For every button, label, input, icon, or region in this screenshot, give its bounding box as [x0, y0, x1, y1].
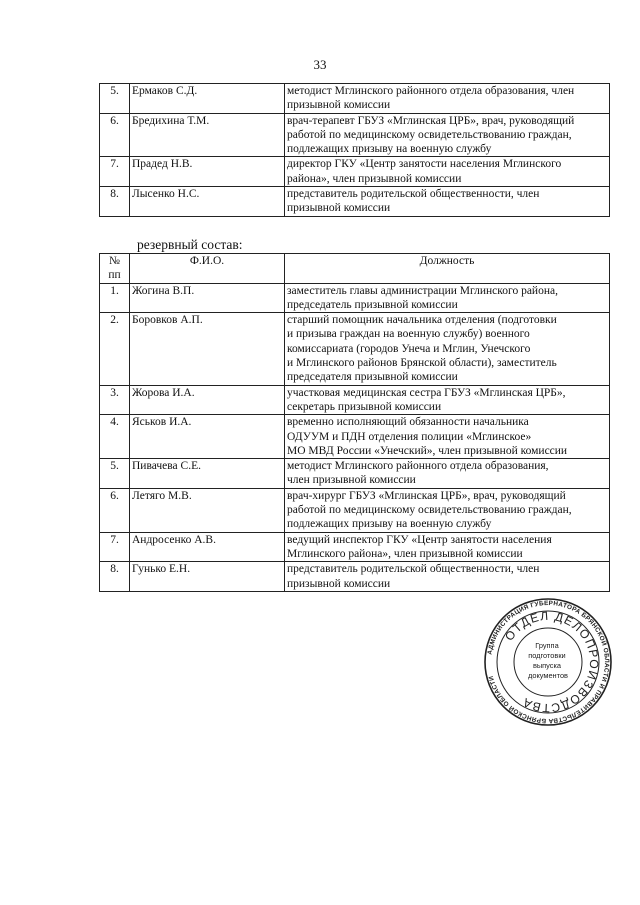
member-position — [285, 113, 610, 157]
position-line: врач-терапевт ГБУЗ «Мглинская ЦРБ», врач, руководящий — [287, 114, 575, 127]
row-number: 8. — [100, 187, 130, 217]
reserve-section-title: резервный состав: — [137, 237, 243, 252]
svg-text:Группа подготовки выпу — [528, 641, 568, 680]
position-line: работой по медицинскому освидетельствованию граждан, — [287, 128, 572, 141]
member-position — [285, 283, 610, 313]
member-position — [285, 562, 610, 592]
member-position — [285, 415, 610, 459]
position-line: Мглинского района», член призывной комиссии — [287, 547, 523, 560]
position-line: методист Мглинского районного отдела образования, член — [287, 85, 575, 97]
member-position — [285, 459, 610, 489]
member-position — [285, 157, 610, 187]
row-number: 8. — [100, 562, 130, 592]
position-line: призывной комиссии — [287, 577, 391, 590]
position-line: представитель родительской общественности, член — [287, 188, 540, 201]
reserve-table — [99, 253, 610, 592]
stamp-ring-text: ОТДЕЛ ДЕЛОПРОИЗВОДСТВА — [502, 608, 602, 716]
position-line: подлежащих призыву на военную службу — [287, 143, 492, 156]
table-row — [100, 562, 610, 592]
row-number: 1. — [100, 283, 130, 313]
member-position — [285, 488, 610, 532]
row-number: 5. — [100, 459, 130, 489]
table-row — [100, 84, 610, 114]
position-line: представитель родительской общественности, член — [287, 563, 540, 576]
table-row — [100, 157, 610, 187]
member-name: Прадед Н.В. — [130, 157, 285, 187]
position-line: района», член призывной комиссии — [287, 172, 462, 185]
member-position — [285, 187, 610, 217]
position-line: призывной комиссии — [287, 202, 391, 215]
row-number: 3. — [100, 385, 130, 415]
table-row — [100, 488, 610, 532]
position-line: ведущий инспектор ГКУ «Центр занятости населения — [287, 533, 552, 546]
member-name: Андросенко А.В. — [130, 532, 285, 562]
stamp-center-line: документов — [528, 671, 568, 680]
member-position — [285, 385, 610, 415]
member-position — [285, 532, 610, 562]
position-line: участковая медицинская сестра ГБУЗ «Мглинская ЦРБ», — [287, 386, 566, 399]
member-name: Жогина В.П. — [130, 283, 285, 313]
table-header-row — [100, 254, 610, 284]
position-line: и призыва граждан на военную службу) военного — [287, 328, 530, 341]
member-name: Лысенко Н.С. — [130, 187, 285, 217]
header-number: № пп — [100, 254, 130, 284]
stamp-seal — [482, 596, 614, 728]
position-line: временно исполняющий обязанности начальника — [287, 416, 529, 429]
position-line: призывной комиссии — [287, 99, 391, 112]
table-row — [100, 187, 610, 217]
member-name: Жорова И.А. — [130, 385, 285, 415]
position-line: работой по медицинскому освидетельствованию граждан, — [287, 504, 572, 517]
position-line: заместитель главы администрации Мглинского района, — [287, 284, 558, 297]
position-line: член призывной комиссии — [287, 474, 416, 487]
page-number: 33 — [313, 57, 327, 72]
row-number: 2. — [100, 313, 130, 385]
header-position: Должность — [285, 254, 610, 284]
row-number: 7. — [100, 157, 130, 187]
position-line: врач-хирург ГБУЗ «Мглинская ЦРБ», врач, руководящий — [287, 489, 566, 502]
row-number: 7. — [100, 532, 130, 562]
table-row — [100, 459, 610, 489]
position-line: председателя призывной комиссии — [287, 371, 458, 384]
member-name: Летяго М.В. — [130, 488, 285, 532]
position-line: старший помощник начальника отделения (подготовки — [287, 314, 557, 327]
table-row — [100, 415, 610, 459]
row-number: 6. — [100, 488, 130, 532]
row-number: 5. — [100, 84, 130, 114]
member-name: Яськов И.А. — [130, 415, 285, 459]
member-position — [285, 313, 610, 385]
table-row — [100, 313, 610, 385]
table-row — [100, 385, 610, 415]
member-name: Бредихина Т.М. — [130, 113, 285, 157]
row-number: 4. — [100, 415, 130, 459]
stamp-outer-text: АДМИНИСТРАЦИЯ ГУБЕРНАТОРА БРЯНСКОЙ ОБЛАСТИ И ПРАВИТЕЛЬСТВА БРЯНСКОЙ ОБЛАСТИ — [486, 599, 611, 725]
position-line: секретарь призывной комиссии — [287, 400, 442, 413]
member-name: Пивачева С.Е. — [130, 459, 285, 489]
table-row — [100, 113, 610, 157]
position-line: и Мглинского районов Брянской области), заместитель — [287, 357, 557, 370]
header-name: Ф.И.О. — [130, 254, 285, 284]
stamp-center-line: выпуска — [532, 661, 561, 670]
member-name: Боровков А.П. — [130, 313, 285, 385]
position-line: ОДУУМ и ПДН отделения полиции «Мглинское» — [287, 430, 532, 443]
position-line: подлежащих призыву на военную службу — [287, 518, 492, 531]
position-line: директор ГКУ «Центр занятости населения Мглинского — [287, 158, 562, 171]
commission-table — [99, 83, 610, 217]
stamp-center-line: Группа — [535, 641, 559, 650]
position-line: методист Мглинского районного отдела образования, — [287, 460, 549, 473]
row-number: 6. — [100, 113, 130, 157]
member-name: Ермаков С.Д. — [130, 84, 285, 114]
position-line: комиссариата (городов Унеча и Мглин, Унечского — [287, 342, 531, 355]
table-row — [100, 283, 610, 313]
member-position — [285, 84, 610, 114]
position-line: МО МВД России «Унечский», член призывной комиссии — [287, 444, 568, 457]
stamp-center-line: подготовки — [528, 651, 566, 660]
position-line: председатель призывной комиссии — [287, 298, 458, 311]
member-name: Гунько Е.Н. — [130, 562, 285, 592]
table-row — [100, 532, 610, 562]
